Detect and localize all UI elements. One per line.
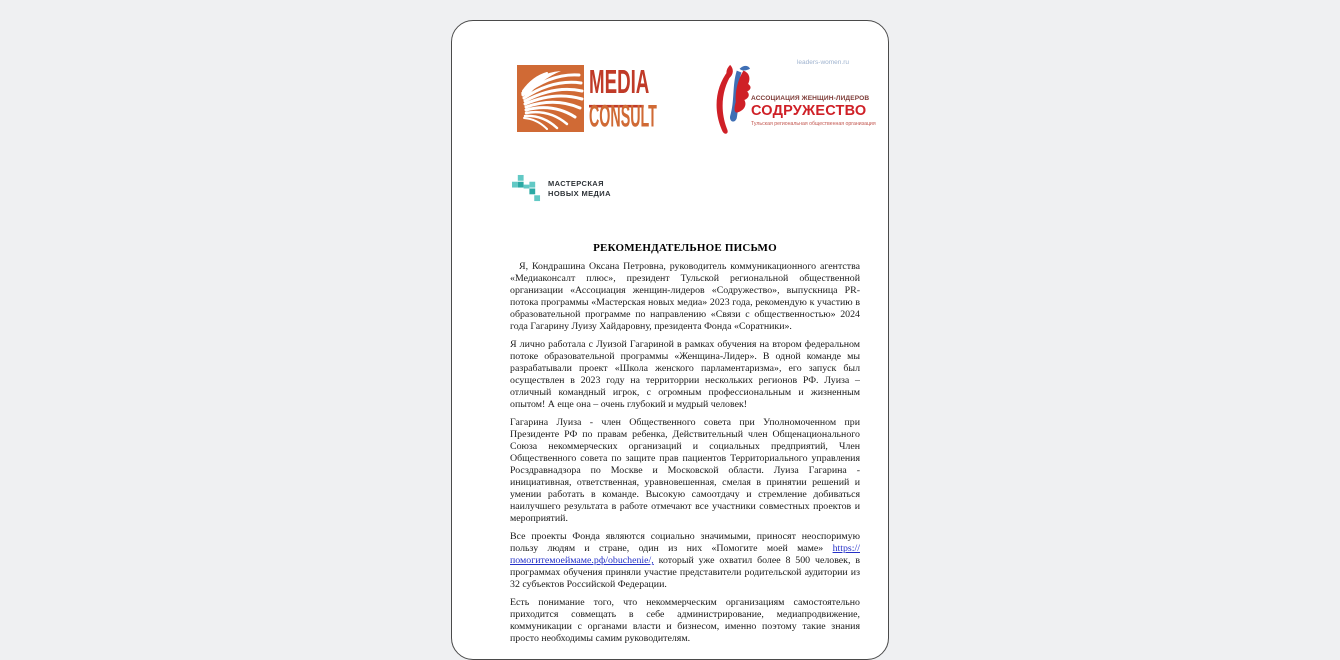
association-line1: АССОЦИАЦИЯ ЖЕНЩИН-ЛИДЕРОВ [751, 95, 870, 102]
media-consult-wordmark [589, 62, 667, 134]
paragraph-4-text-after: который уже охватил более 8 500 человек, в программах обучения приняли участие представители родительской аудитории из 32 субъектов Российской Федерации. [510, 555, 860, 590]
paragraph-4 [510, 531, 860, 591]
media-consult-line1: MEDIA [589, 62, 644, 108]
obuchenie-link[interactable]: https://помогитемоеймаме.рф/obuchenie/, [510, 543, 860, 566]
paragraph-3: Гагарина Луиза - член Общественного совета при Уполномоченном при Президенте РФ по правам ребенка, Действительный член Общенационального Союза некоммерческих организаций и социальных предприятий, Член Общественного совета по защите прав пациентов Территориального управления Росздравнадзора по Москве и Московской области. Луиза Гагарина - инициативная, ответственная, уравновешенная, смелая в принятии решений и умении работать в команде. Высокую самоотдачу и стремление добиваться наилучшего результата в работе отмечают все участники совместных проектов и мероприятий. [510, 417, 860, 524]
pixel-h-icon [512, 173, 541, 204]
paragraph-4-text-before: Все проекты Фонда являются социально значимыми, приносят неоспоримую пользу людям и стране, один из них «Помогите моей маме» [510, 531, 860, 554]
paragraph-5: Есть понимание того, что некоммерческим организациям самостоятельно приходится совмещать в себе администрирование, медиапродвижение, коммуникации с органами власти и бизнесом, именно поэтому такие знания просто необходимы самим руководителям. [510, 597, 860, 644]
association-line2: СОДРУЖЕСТВО [751, 103, 867, 119]
media-consult-line2: CONSULT [589, 98, 657, 134]
letter-body [452, 242, 888, 651]
masterskaya-line1: МАСТЕРСКАЯ [548, 179, 604, 188]
media-consult-logo [517, 62, 667, 134]
document-title: РЕКОМЕНДАТЕЛЬНОЕ ПИСЬМО [593, 242, 777, 254]
masterskaya-novyh-media-logo [512, 173, 611, 204]
masterskaya-wordmark [548, 179, 611, 204]
paragraph-1: Я, Кондрашина Оксана Петровна, руководитель коммуникационного агентства «Медиаконсалт плюс», президент Тульской региональной общественной организации «Ассоциация женщин-лидеров «Содружество», выпускница PR-потока программы «Мастерская новых медиа» 2023 года, рекомендую к участию в образовательной программе по направлению «Связи с общественностью» 2024 года Гагарину Луизу Хайдаровну, президента Фонда «Соратники». [510, 261, 860, 332]
association-site-url: leaders-women.ru [796, 59, 849, 66]
association-wordmark [751, 95, 876, 127]
paragraph-2: Я лично работала с Луизой Гагариной в рамках обучения на втором федеральном потоке образовательной программы «Женщина-Лидер». В одной команде мы разрабатывали проект «Школа женского парламентаризма», его запуск был осуществлен в 2023 году на территоррии нескольких регионов РФ. Луиза – отличный командный игрок, с огромным профессиональным и жизненным опытом! А еще она – очень глубокий и мудрый человек! [510, 339, 860, 410]
wing-icon [517, 65, 584, 132]
masterskaya-line2: НОВЫХ МЕДИА [548, 188, 611, 198]
document-page [451, 20, 889, 660]
association-logo [705, 59, 876, 159]
association-line3: Тульская региональная общественная организация [751, 121, 876, 127]
